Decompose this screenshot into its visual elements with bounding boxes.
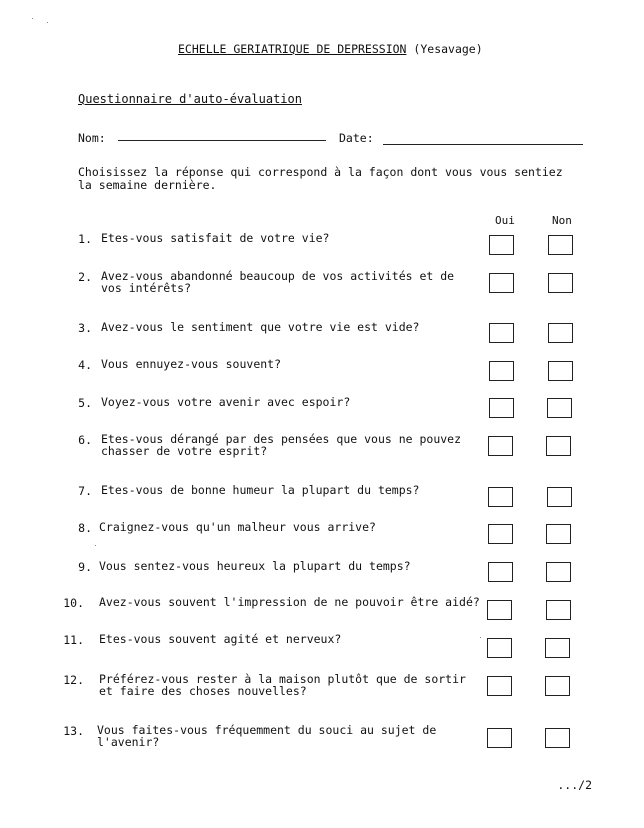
yes-checkbox[interactable]	[489, 361, 514, 381]
question-number: 6.	[78, 433, 92, 447]
yes-checkbox[interactable]	[487, 728, 512, 748]
no-checkbox[interactable]	[548, 323, 573, 343]
question-number: 11.	[63, 633, 84, 647]
yes-checkbox[interactable]	[488, 562, 513, 582]
question-number: 9.	[78, 560, 92, 574]
question-text: Etes-vous dérangé par des pensées que vous ne pouvez chasser de votre esprit?	[101, 432, 462, 458]
question-number: 1.	[78, 232, 92, 246]
no-checkbox[interactable]	[546, 524, 571, 544]
date-field[interactable]	[383, 144, 583, 145]
no-checkbox[interactable]	[546, 436, 571, 456]
question-text: Avez-vous souvent l'impression de ne pouvoir être aidé?	[99, 595, 480, 609]
yes-column-header: Oui	[495, 214, 515, 227]
no-checkbox[interactable]	[546, 562, 571, 582]
name-field[interactable]	[118, 140, 326, 141]
title-text: ECHELLE GERIATRIQUE DE DEPRESSION	[178, 42, 407, 56]
scan-speck	[95, 545, 96, 546]
scan-speck	[47, 22, 48, 23]
question-text: Préférez-vous rester à la maison plutôt que de sortir et faire des choses nouvelles?	[99, 672, 466, 698]
no-checkbox[interactable]	[546, 600, 571, 620]
question-number: 8.	[78, 521, 92, 535]
form-subtitle: Questionnaire d'auto-évaluation	[78, 92, 302, 106]
no-checkbox[interactable]	[545, 638, 570, 658]
question-text: Etes-vous de bonne humeur la plupart du temps?	[101, 483, 420, 497]
yes-checkbox[interactable]	[489, 273, 514, 293]
question-text: Avez-vous abandonné beaucoup de vos activités et de vos intérêts?	[101, 269, 455, 295]
question-text: Vous sentez-vous heureux la plupart du temps?	[99, 559, 411, 573]
yes-checkbox[interactable]	[489, 235, 514, 255]
question-text: Craignez-vous qu'un malheur vous arrive?	[99, 520, 376, 534]
question-number: 2.	[78, 270, 92, 284]
question-number: 4.	[78, 358, 92, 372]
question-number: 3.	[78, 321, 92, 335]
yes-checkbox[interactable]	[488, 524, 513, 544]
yes-checkbox[interactable]	[488, 487, 513, 507]
yes-checkbox[interactable]	[489, 398, 514, 418]
name-label: Nom:	[78, 131, 106, 145]
scan-speck	[32, 18, 33, 19]
question-number: 10.	[63, 596, 84, 610]
no-checkbox[interactable]	[545, 728, 570, 748]
no-checkbox[interactable]	[545, 676, 570, 696]
no-checkbox[interactable]	[547, 487, 572, 507]
question-text: Vous ennuyez-vous souvent?	[101, 357, 282, 371]
instruction-text: Choisissez la réponse qui correspond à la façon dont vous vous sentiez la semaine dernière.	[78, 165, 563, 192]
document-title	[178, 42, 483, 56]
question-text: Etes-vous souvent agité et nerveux?	[99, 632, 342, 646]
yes-checkbox[interactable]	[487, 600, 512, 620]
title-author: (Yesavage)	[413, 42, 483, 56]
question-text: Voyez-vous votre avenir avec espoir?	[101, 395, 351, 409]
scan-speck	[480, 637, 481, 638]
question-text: Etes-vous satisfait de votre vie?	[101, 231, 330, 245]
question-number: 5.	[78, 396, 92, 410]
question-text: Vous faites-vous fréquemment du souci au sujet de l'avenir?	[97, 723, 437, 749]
yes-checkbox[interactable]	[489, 323, 514, 343]
yes-checkbox[interactable]	[488, 436, 513, 456]
question-number: 12.	[63, 673, 84, 687]
date-label: Date:	[339, 131, 374, 145]
page-indicator: .../2	[557, 778, 592, 792]
yes-checkbox[interactable]	[487, 638, 512, 658]
no-checkbox[interactable]	[547, 398, 572, 418]
no-checkbox[interactable]	[548, 235, 573, 255]
no-checkbox[interactable]	[548, 273, 573, 293]
question-number: 13.	[63, 724, 84, 738]
question-number: 7.	[78, 484, 92, 498]
no-column-header: Non	[552, 214, 572, 227]
question-text: Avez-vous le sentiment que votre vie est vide?	[101, 320, 420, 334]
no-checkbox[interactable]	[548, 361, 573, 381]
yes-checkbox[interactable]	[487, 676, 512, 696]
